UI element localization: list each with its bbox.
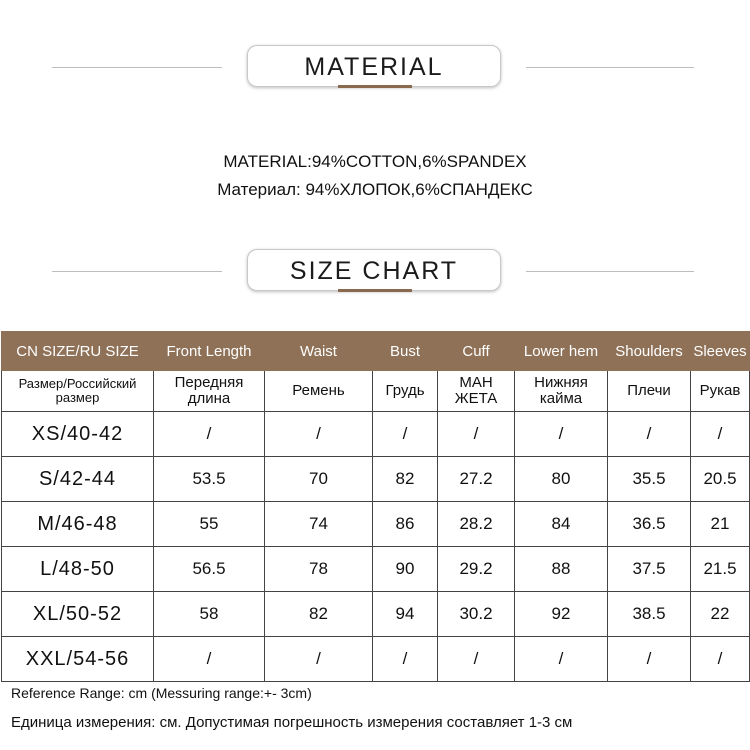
measurement-cell: 22 (691, 592, 750, 637)
russian-column-header: Ремень (265, 371, 373, 412)
measurement-cell: 37.5 (608, 547, 691, 592)
measurement-cell: 90 (373, 547, 438, 592)
size-cell: XS/40-42 (2, 412, 154, 457)
measurement-cell: 86 (373, 502, 438, 547)
measurement-cell: 38.5 (608, 592, 691, 637)
measurement-cell: / (265, 412, 373, 457)
measurement-cell: 92 (515, 592, 608, 637)
measurement-cell: / (515, 637, 608, 682)
russian-column-header: Размер/Российский размер (2, 371, 154, 412)
material-section-header (0, 45, 750, 105)
russian-column-header: Передняя длина (154, 371, 265, 412)
measurement-cell: 21 (691, 502, 750, 547)
column-header: Sleeves (691, 332, 750, 371)
measurement-cell: 55 (154, 502, 265, 547)
reference-range-note-ru: Единица измерения: см. Допустимая погрешность измерения составляет 1-3 см (11, 714, 573, 731)
table-row (2, 592, 750, 637)
measurement-cell: / (154, 412, 265, 457)
material-line-ru: Материал: 94%ХЛОПОК,6%СПАНДЕКС (217, 180, 533, 199)
size-cell: M/46-48 (2, 502, 154, 547)
measurement-cell: 88 (515, 547, 608, 592)
size-cell: XL/50-52 (2, 592, 154, 637)
measurement-cell: / (154, 637, 265, 682)
russian-column-header: Рукав (691, 371, 750, 412)
table-row (2, 637, 750, 682)
material-title-pill (247, 45, 501, 87)
measurement-cell: / (608, 637, 691, 682)
measurement-cell: 78 (265, 547, 373, 592)
reference-range-note: Reference Range: cm (Messuring range:+- 3cm) (11, 685, 312, 701)
table-russian-header-row (2, 371, 750, 412)
size-cell: XXL/54-56 (2, 637, 154, 682)
column-header: Bust (373, 332, 438, 371)
measurement-cell: 58 (154, 592, 265, 637)
title-underline (338, 85, 412, 88)
size-chart-title: SIZE CHART (289, 257, 459, 285)
table-row (2, 457, 750, 502)
russian-column-header: Плечи (608, 371, 691, 412)
measurement-cell: 53.5 (154, 457, 265, 502)
table-header-row (2, 332, 750, 371)
measurement-cell: / (373, 637, 438, 682)
material-title: MATERIAL (304, 53, 444, 81)
measurement-cell: 20.5 (691, 457, 750, 502)
measurement-cell: 80 (515, 457, 608, 502)
russian-column-header: МАН ЖЕТА (438, 371, 515, 412)
measurement-cell: / (265, 637, 373, 682)
divider-right (526, 271, 694, 272)
measurement-cell: / (691, 412, 750, 457)
measurement-cell: / (438, 412, 515, 457)
title-underline (338, 289, 412, 292)
measurement-cell: 70 (265, 457, 373, 502)
size-chart-section-header (0, 249, 750, 309)
size-cell: S/42-44 (2, 457, 154, 502)
size-chart-title-pill (247, 249, 501, 291)
size-cell: L/48-50 (2, 547, 154, 592)
material-composition (0, 148, 750, 204)
measurement-cell: 21.5 (691, 547, 750, 592)
divider-left (52, 67, 222, 68)
measurement-cell: / (608, 412, 691, 457)
divider-left (52, 271, 222, 272)
russian-column-header: Грудь (373, 371, 438, 412)
column-header: CN SIZE/RU SIZE (2, 332, 154, 371)
column-header: Lower hem (515, 332, 608, 371)
column-header: Front Length (154, 332, 265, 371)
column-header: Waist (265, 332, 373, 371)
measurement-cell: 94 (373, 592, 438, 637)
measurement-cell: 82 (373, 457, 438, 502)
measurement-cell: / (515, 412, 608, 457)
measurement-cell: 27.2 (438, 457, 515, 502)
measurement-cell: 82 (265, 592, 373, 637)
measurement-cell: 84 (515, 502, 608, 547)
measurement-cell: 36.5 (608, 502, 691, 547)
column-header: Cuff (438, 332, 515, 371)
measurement-cell: / (438, 637, 515, 682)
measurement-cell: 29.2 (438, 547, 515, 592)
measurement-cell: 56.5 (154, 547, 265, 592)
measurement-cell: 74 (265, 502, 373, 547)
measurement-cell: 28.2 (438, 502, 515, 547)
russian-column-header: Нижняя кайма (515, 371, 608, 412)
table-row (2, 502, 750, 547)
size-chart-table (1, 331, 750, 682)
measurement-cell: 30.2 (438, 592, 515, 637)
table-row (2, 547, 750, 592)
material-line-en: MATERIAL:94%COTTON,6%SPANDEX (223, 152, 527, 171)
table-row (2, 412, 750, 457)
measurement-cell: / (373, 412, 438, 457)
divider-right (526, 67, 694, 68)
column-header: Shoulders (608, 332, 691, 371)
measurement-cell: / (691, 637, 750, 682)
measurement-cell: 35.5 (608, 457, 691, 502)
